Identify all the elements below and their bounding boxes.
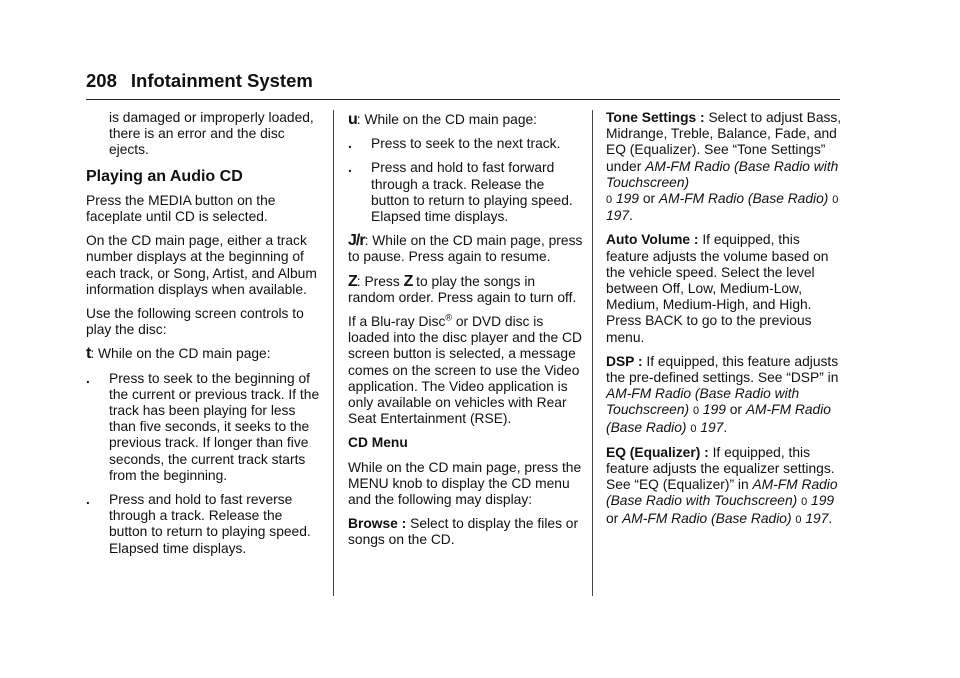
column-divider-1 xyxy=(333,110,334,596)
paragraph: Press the MEDIA button on the faceplate until CD is selected. xyxy=(86,192,276,225)
shuffle-icon: Z xyxy=(403,272,413,290)
section-heading: Playing an Audio CD xyxy=(86,167,243,185)
bullet-icon: . xyxy=(86,492,90,508)
page-reference-icon: 0 xyxy=(606,194,613,207)
definition: If equipped, this feature adjusts the volume based on the vehicle speed. Select the level between Off, Low, Medium-Low, Medium, Medium-High, and High. Press BACK to go to the previous menu. xyxy=(606,232,829,345)
page-reference[interactable]: 197 xyxy=(606,208,630,224)
bullet-icon: . xyxy=(348,160,352,176)
menu-item-description xyxy=(606,232,842,345)
menu-item-description xyxy=(606,445,842,528)
page-reference[interactable]: 199 xyxy=(612,191,639,207)
definition: If equipped, this feature adjusts the pre-defined settings. See “DSP” in xyxy=(606,353,839,386)
control-text: : While on the CD main page, press to pause. Press again to resume. xyxy=(348,233,583,265)
next-track-icon: u xyxy=(348,111,357,128)
column-3 xyxy=(606,110,842,536)
definition: or xyxy=(725,402,746,418)
control-description xyxy=(86,346,322,362)
column-2 xyxy=(348,112,584,557)
menu-item-description xyxy=(606,354,842,437)
bullet-item xyxy=(348,160,584,225)
paragraph: Use the following screen controls to play the disc: xyxy=(86,306,304,338)
term: DSP : xyxy=(606,353,643,369)
definition: or xyxy=(606,510,623,526)
page-reference[interactable]: 197 xyxy=(696,419,724,435)
term: Browse : xyxy=(348,516,407,532)
cross-reference[interactable]: AM-FM Radio (Base Radio) xyxy=(622,510,792,526)
cross-reference[interactable]: AM-FM Radio (Base Radio) xyxy=(606,402,831,435)
punctuation: . xyxy=(723,419,728,435)
cross-reference[interactable]: AM-FM Radio (Base Radio with Touchscreen) xyxy=(606,158,839,190)
control-text: : While on the CD main page: xyxy=(90,346,271,362)
bullet-item xyxy=(86,371,322,484)
control-description xyxy=(348,233,584,265)
page-reference[interactable]: 199 xyxy=(699,402,726,418)
bullet-text: Press to seek to the next track. xyxy=(371,136,561,152)
page-reference-icon: 0 xyxy=(801,496,808,509)
paragraph xyxy=(348,314,584,427)
registered-mark: ® xyxy=(445,312,453,323)
paragraph: While on the CD main page, press the MENU knob to display the CD menu and the following may display: xyxy=(348,459,582,508)
section-title: Infotainment System xyxy=(130,70,313,91)
control-text: to play the songs in random order. Press again to turn off. xyxy=(348,273,577,305)
page-header xyxy=(86,70,313,92)
pause-play-icon: J/r xyxy=(348,232,365,250)
column-1 xyxy=(86,110,322,565)
bullet-item xyxy=(348,136,584,152)
bullet-icon: . xyxy=(348,136,352,152)
cross-reference[interactable]: AM-FM Radio (Base Radio) xyxy=(658,191,829,207)
page-reference-icon: 0 xyxy=(690,422,697,435)
bullet-text: Press to seek to the beginning of the current or previous track. If the track has been playing for less than five seconds, it seeks to the previous track. If longer than five seconds, the current track starts from the beginning. xyxy=(109,370,320,483)
punctuation: . xyxy=(629,208,633,224)
definition: If equipped, this feature adjusts the equalizer settings. See “EQ (Equalizer)” in xyxy=(606,444,835,493)
term: EQ (Equalizer) : xyxy=(606,444,709,460)
bullet-item xyxy=(86,492,322,557)
page-reference-icon: 0 xyxy=(795,513,802,526)
paragraph: On the CD main page, either a track number displays at the beginning of each track, or Song, Artist, and Album information displays when available. xyxy=(86,233,317,297)
control-text: : Press xyxy=(356,273,404,289)
paragraph-text: or DVD disc is loaded into the disc player and the CD screen button is selected, a message comes on the screen to use the Video application. The Video application is only available on vehicles with Rear Seat Entertainment (RSE). xyxy=(348,314,582,427)
page-reference[interactable]: 197 xyxy=(801,510,829,526)
shuffle-icon: Z xyxy=(348,272,357,290)
bullet-text: Press and hold to fast reverse through a track. Release the button to return to playing speed. Elapsed time displays. xyxy=(109,492,311,556)
control-text: : While on the CD main page: xyxy=(356,112,537,127)
term: Auto Volume : xyxy=(606,232,699,248)
punctuation: . xyxy=(828,510,833,526)
page-reference-icon: 0 xyxy=(692,405,700,418)
previous-track-icon: t xyxy=(86,345,91,363)
bullet-icon: . xyxy=(86,370,90,386)
cross-reference[interactable]: AM-FM Radio (Base Radio with Touchscreen) xyxy=(606,386,800,418)
bullet-text: Press and hold to fast forward through a track. Release the button to return to playing speed. Elapsed time displays. xyxy=(371,160,573,225)
cross-reference[interactable]: AM-FM Radio (Base Radio with Touchscreen) xyxy=(606,477,838,509)
definition: Select to display the files or songs on the CD. xyxy=(348,516,579,548)
page-reference-icon: 0 xyxy=(832,194,839,207)
menu-item-description xyxy=(348,516,584,548)
menu-item-description xyxy=(606,110,842,224)
page-reference[interactable]: 199 xyxy=(807,493,835,509)
control-description xyxy=(348,112,584,128)
column-divider-2 xyxy=(592,110,593,596)
continued-text: is damaged or improperly loaded, there is an error and the disc ejects. xyxy=(109,110,314,158)
page-number: 208 xyxy=(86,70,117,91)
subheading: CD Menu xyxy=(348,435,408,451)
paragraph-text: If a Blu-ray Disc xyxy=(348,314,446,330)
term: Tone Settings : xyxy=(606,110,705,125)
definition: or xyxy=(638,191,659,207)
control-description xyxy=(348,274,584,306)
header-rule xyxy=(86,99,840,100)
definition: Select to adjust Bass, Midrange, Treble, Balance, Fade, and EQ (Equalizer). See “Tone Settings” under xyxy=(606,110,842,174)
